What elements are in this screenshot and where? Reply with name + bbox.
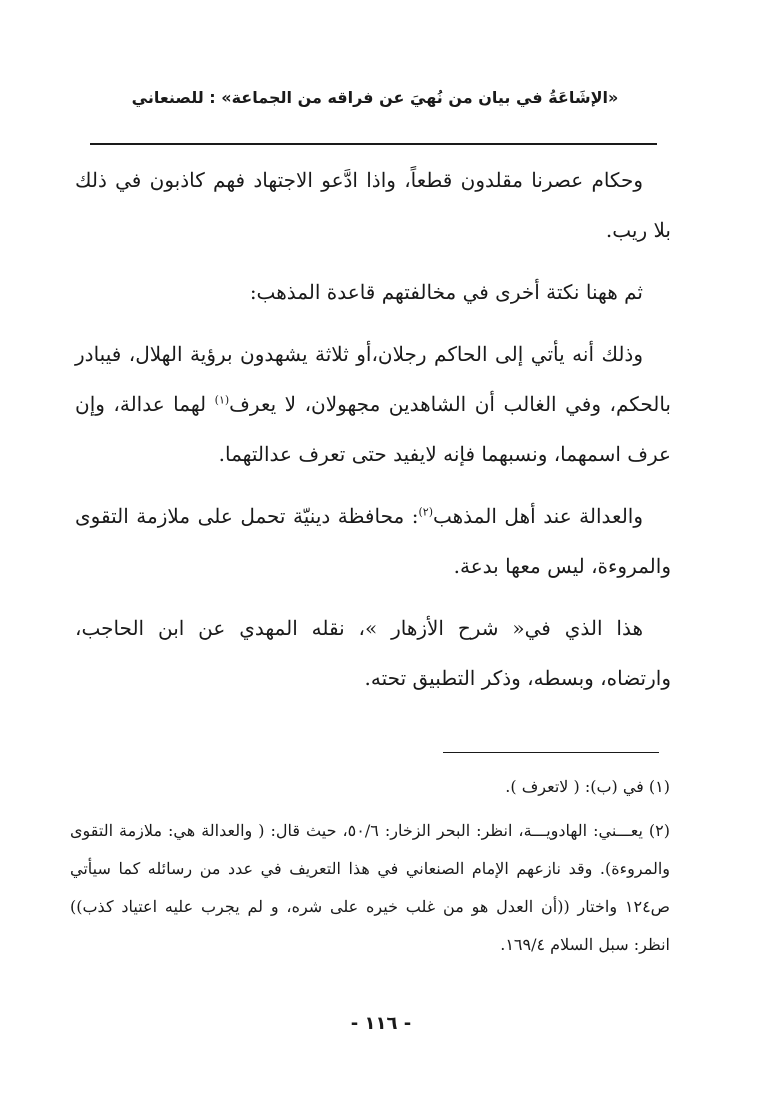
paragraph-3 xyxy=(75,329,671,479)
paragraph-4-text-a: والعدالة عند أهل المذهب xyxy=(433,504,644,528)
paragraph-3-text-b: لهما عدالة، وإن عرف اسمهما، ونسبهما فإنه لايفيد حتى تعرف عدالتهما. xyxy=(75,392,671,466)
footnote-rule xyxy=(443,752,659,753)
footnote-1: (١) في (ب): ( لاتعرف ). xyxy=(505,777,670,796)
footnote-ref-1[interactable]: (١) xyxy=(214,393,230,407)
footnote-ref-2[interactable]: (٢) xyxy=(418,505,433,519)
paragraph-3-text-a: وذلك أنه يأتي إلى الحاكم رجلان،أو ثلاثة يشهدون برؤية الهلال، فيبادر بالحكم، وفي الغالب أن الشاهدين مجهولان، لا يعرف xyxy=(75,342,671,416)
page-number: - ١١٦ - xyxy=(350,1013,412,1034)
body-text xyxy=(75,155,671,715)
paragraph-5: هذا الذي في« شرح الأزهار »، نقله المهدي عن ابن الحاجب، وارتضاه، وبسطه، وذكر التطبيق تحته. xyxy=(75,616,671,690)
paragraph-2: ثم ههنا نكتة أخرى في مخالفتهم قاعدة المذهب: xyxy=(249,280,643,304)
footnote-2: (٢) يعـــني: الهادويـــة، انظر: البحر الزخار: ٥٠/٦، حيث قال: ( والعدالة هي: ملازمة التقوى والمروءة). وقد نازعهم الإمام الصنعاني في هذا التعريف في عدد من رسائله كما سيأتي ص١٢٤ واختار ((أن العدل هو من غلب خيره على شره، و لم يجرب عليه اعتياد كذب)) انظر: سبل السلام ١٦٩/٤. xyxy=(70,821,670,954)
paragraph-1: وحكام عصرنا مقلدون قطعاً، واذا ادَّعو الاجتهاد فهم كاذبون في ذلك بلا ريب. xyxy=(75,168,671,242)
header-rule xyxy=(90,143,657,145)
paragraph-4-text-b: : محافظة دينيّة تحمل على ملازمة التقوى والمروءة، ليس معها بدعة. xyxy=(75,504,671,578)
footnotes xyxy=(70,768,670,970)
running-header: «الإشَاعَةُ في بيان من نُهيَ عن فراقه من الجماعة» : للصنعاني xyxy=(131,88,619,107)
paragraph-4 xyxy=(75,491,671,591)
